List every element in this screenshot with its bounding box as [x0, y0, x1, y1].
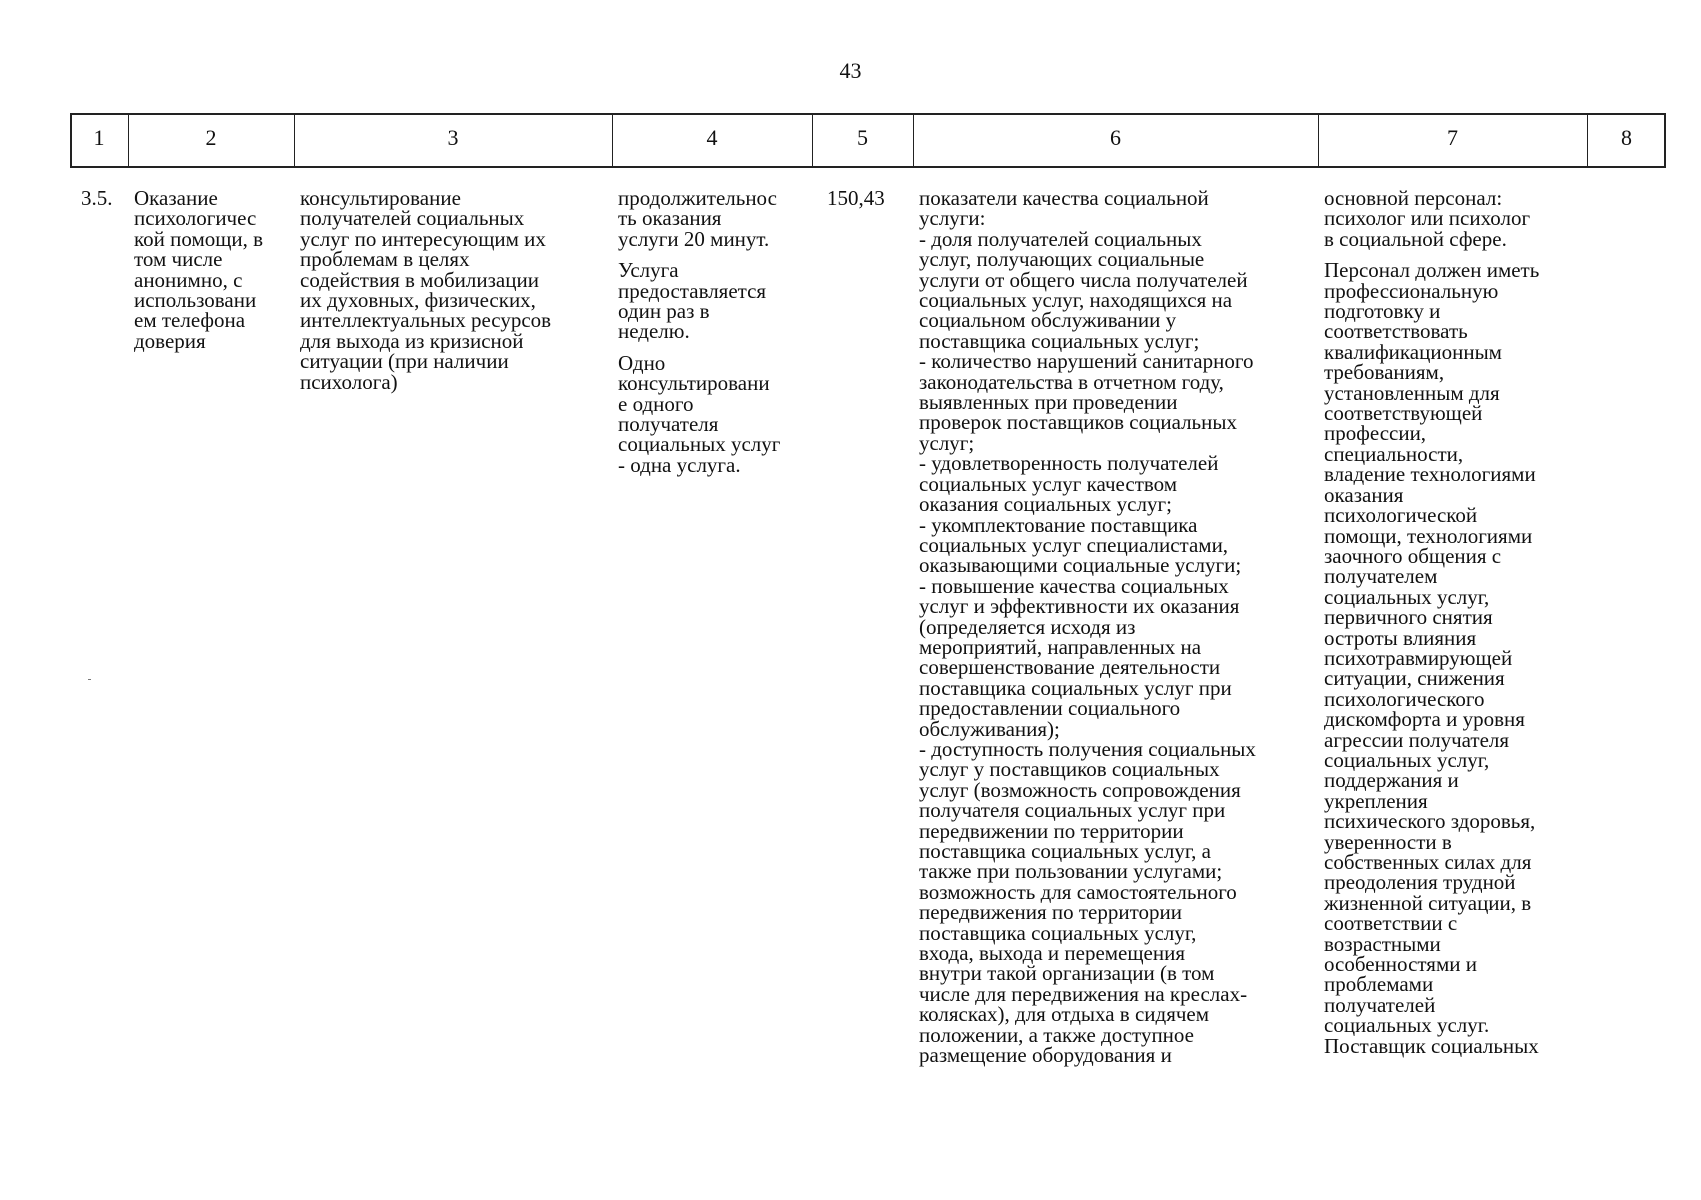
text-line: ть оказания — [618, 206, 722, 231]
text-line: обслуживания); — [919, 716, 1060, 741]
text-line: услуг и эффективности их оказания — [919, 594, 1240, 619]
text-line: квалификационным — [1324, 339, 1502, 364]
text-line: возрастными — [1324, 931, 1441, 956]
text-line: передвижения по территории — [919, 900, 1182, 925]
quality-indicators-cell — [919, 186, 1256, 1068]
row-number: 3.5. — [81, 186, 113, 210]
text-line: - укомплектование поставщика — [919, 512, 1198, 537]
text-line: услуги от общего числа получателей — [919, 267, 1248, 292]
text-line: социальных услуг специалистами, — [919, 532, 1229, 557]
page-number: 43 — [839, 58, 862, 83]
text-line: проблемами — [1324, 972, 1434, 997]
service-conditions-cell — [1324, 188, 1539, 1056]
column-header-2: 2 — [205, 125, 217, 150]
text-line: психотравмирующей — [1324, 645, 1513, 670]
text-line: социальном обслуживании у — [919, 308, 1177, 333]
text-line: услуг (возможность сопровождения — [919, 777, 1241, 802]
text-line: требованиям, — [1324, 360, 1445, 385]
text-line: ситуации (при наличии — [300, 349, 509, 374]
text-line: - удовлетворенность получателей — [919, 451, 1219, 476]
text-line: профессии, — [1324, 421, 1427, 446]
text-line: также при пользовании услугами; — [919, 859, 1223, 884]
text-line: положении, а также доступное — [919, 1022, 1194, 1047]
text-line: Оказание — [134, 186, 218, 210]
text-line: возможность для самостоятельного — [919, 879, 1237, 904]
column-header-3: 3 — [447, 125, 459, 150]
text-line: доверия — [134, 328, 206, 353]
text-line: услуг у поставщиков социальных — [919, 757, 1220, 782]
text-line: психологической — [1324, 503, 1478, 528]
text-line: соответствовать — [1324, 319, 1468, 344]
text-line: оказания социальных услуг; — [919, 492, 1172, 517]
text-line: услуги 20 минут. — [618, 226, 770, 251]
text-line: профессиональную — [1324, 278, 1499, 303]
text-line: получателей социальных — [300, 206, 525, 231]
service-duration-cell — [618, 188, 780, 475]
text-line: соответствующей — [1324, 401, 1483, 426]
text-line: психолога) — [300, 369, 398, 394]
text-line: входа, выхода и перемещения — [919, 941, 1185, 966]
text-line: внутри такой организации (в том — [919, 961, 1215, 986]
column-header-5: 5 — [857, 125, 868, 150]
text-line: социальных услуг качеством — [919, 471, 1178, 496]
text-line: предоставляется — [618, 278, 767, 303]
text-line: Персонал должен иметь — [1324, 258, 1540, 283]
text-line: проверок поставщиков социальных — [919, 410, 1237, 435]
text-line: уверенности в — [1324, 829, 1452, 854]
text-line: (определяется исходя из — [919, 614, 1136, 639]
text-line: психологичес — [134, 206, 257, 231]
text-line: числе для передвижения на креслах- — [919, 981, 1248, 1006]
text-line: поддержания и — [1324, 768, 1459, 793]
text-line: преодоления трудной — [1324, 870, 1516, 895]
text-line: - доля получателей социальных — [919, 226, 1202, 251]
text-line: владение технологиями — [1324, 462, 1536, 487]
text-line: Поставщик социальных — [1324, 1033, 1539, 1058]
text-line: собственных силах для — [1324, 850, 1532, 874]
text-line: поставщика социальных услуг, а — [919, 839, 1211, 863]
text-line: консультировани — [618, 371, 770, 396]
text-line: социальных услуг, — [1324, 584, 1490, 609]
text-line: поставщика социальных услуг, — [919, 920, 1197, 945]
text-line: использовани — [134, 288, 257, 313]
text-line: агрессии получателя — [1324, 727, 1510, 752]
text-line: предоставлении социального — [919, 696, 1181, 721]
text-line: дискомфорта и уровня — [1324, 707, 1525, 732]
text-line: социальных услуг — [618, 432, 781, 457]
text-line: - одна услуга. — [618, 452, 741, 477]
text-line: ем телефона — [134, 308, 246, 333]
column-header-6: 6 — [1110, 125, 1121, 150]
text-line: получателем — [1324, 564, 1438, 589]
text-line: законодательства в отчетном году, — [919, 369, 1224, 394]
text-line: особенностями и — [1324, 952, 1477, 977]
text-line: помощи, технологиями — [1324, 523, 1533, 548]
text-line: получателя — [618, 412, 719, 437]
text-line: остроты влияния — [1324, 625, 1477, 650]
text-line: социальных услуг, — [1324, 747, 1490, 772]
text-line: Одно — [618, 350, 666, 375]
text-line: передвижении по территории — [919, 818, 1184, 843]
text-line: укрепления — [1324, 788, 1428, 813]
text-line: для выхода из кризисной — [300, 328, 524, 353]
text-line: получателя социальных услуг при — [919, 798, 1226, 823]
text-line: основной персонал: — [1324, 186, 1503, 210]
text-line: поставщика социальных услуг; — [919, 328, 1200, 353]
text-line: - доступность получения социальных — [919, 736, 1256, 761]
text-line: оказания — [1324, 482, 1404, 507]
text-line: установленным для — [1324, 380, 1500, 405]
service-description-cell — [300, 188, 551, 392]
service-name-cell — [134, 188, 263, 351]
column-header-1: 1 — [93, 125, 105, 150]
text-line: Услуга — [618, 258, 679, 283]
text-line: - количество нарушений санитарного — [919, 349, 1254, 374]
text-line: услуг по интересующим их — [300, 226, 546, 251]
text-line: неделю. — [618, 319, 690, 344]
text-line: заочного общения с — [1324, 543, 1502, 568]
text-line: проблемам в целях — [300, 247, 470, 272]
text-line: соответствии с — [1324, 911, 1458, 936]
text-line: показатели качества социальной — [919, 186, 1209, 210]
column-header-4: 4 — [706, 125, 718, 150]
text-line: в социальной сфере. — [1324, 226, 1507, 251]
text-line: выявленных при проведении — [919, 390, 1178, 415]
column-header-8: 8 — [1621, 125, 1632, 150]
column-header-7: 7 — [1447, 125, 1458, 150]
text-line: поставщика социальных услуг при — [919, 675, 1232, 700]
text-line: социальных услуг. — [1324, 1013, 1490, 1038]
text-line: е одного — [618, 391, 694, 416]
text-line: психологического — [1324, 686, 1485, 711]
text-line: получателей — [1324, 992, 1436, 1017]
text-line: один раз в — [618, 299, 710, 324]
text-line: совершенствование деятельности — [919, 655, 1221, 680]
text-line: интеллектуальных ресурсов — [300, 308, 552, 333]
text-line: подготовку и — [1324, 299, 1441, 324]
text-line: специальности, — [1324, 441, 1464, 466]
text-line: их духовных, физических, — [300, 288, 536, 313]
text-line: жизненной ситуации, в — [1324, 890, 1532, 915]
text-line: психического здоровья, — [1324, 809, 1536, 834]
text-line: анонимно, с — [134, 267, 243, 292]
scan-speck — [88, 679, 91, 680]
text-line: том числе — [134, 247, 223, 272]
text-line: - повышение качества социальных — [919, 573, 1229, 598]
text-line: оказывающими социальные услуги; — [919, 553, 1242, 578]
text-line: консультирование — [300, 186, 461, 210]
text-line: продолжительнос — [618, 186, 777, 210]
text-line: первичного снятия — [1324, 605, 1493, 630]
text-line: социальных услуг, находящихся на — [919, 288, 1233, 313]
text-line: ситуации, снижения — [1324, 666, 1505, 691]
text-line: психолог или психолог — [1324, 206, 1531, 231]
text-line: размещение оборудования и — [919, 1043, 1172, 1068]
tariff-cell: 150,43 — [827, 186, 885, 210]
text-line: кой помощи, в — [134, 226, 264, 251]
text-line: услуг, получающих социальные — [919, 247, 1205, 272]
text-line: услуги: — [919, 206, 986, 231]
text-line: содействия в мобилизации — [300, 267, 539, 292]
text-line: колясках), для отдыха в сидячем — [919, 1002, 1210, 1027]
text-line: мероприятий, направленных на — [919, 634, 1202, 659]
text-line: услуг; — [919, 430, 975, 455]
